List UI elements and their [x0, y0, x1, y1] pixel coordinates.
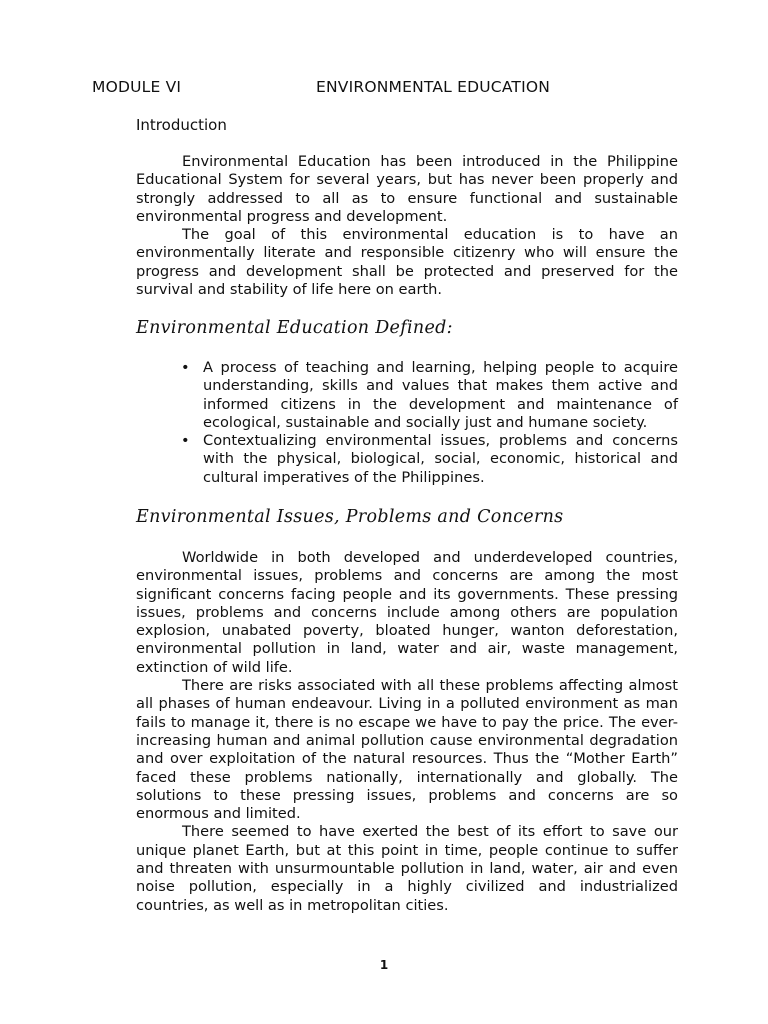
list-item: [181, 359, 678, 432]
issues-paragraph: There seemed to have exerted the best of its effort to save our unique planet Earth, but at this point in time, people continue to suffer and threaten with unsurmountable pollution in land, water, air and even noise pollution, especially in a highly civilized and industrialized countries, as well as in metropolitan cities.: [136, 823, 678, 914]
intro-paragraph: The goal of this environmental education is to have an environmentally literate and responsible citizenry who will ensure the progress and development shall be protected and preserved for the survival and stability of life here on earth.: [136, 226, 678, 299]
list-item-text: A process of teaching and learning, helping people to acquire understanding, skills and values that makes them active and informed citizens in the development and maintenance of ecological, sustainable and socially just and humane society.: [203, 359, 678, 431]
intro-paragraph: Environmental Education has been introduced in the Philippine Educational System for several years, but has never been properly and strongly addressed to all as to ensure functional and sustainable environmental progress and development.: [136, 153, 678, 225]
page-header: [92, 78, 652, 100]
bullet-icon: •: [181, 432, 190, 450]
intro-body: [136, 153, 678, 299]
page-number: 1: [379, 958, 389, 972]
issues-body: [136, 549, 678, 915]
definition-list: [181, 359, 678, 487]
module-title: ENVIRONMENTAL EDUCATION: [316, 78, 551, 96]
list-item-text: Contextualizing environmental issues, problems and concerns with the physical, biological, social, economic, historical and cultural imperatives of the Philippines.: [203, 432, 678, 486]
intro-heading: Introduction: [136, 116, 227, 134]
section-title-issues: Environmental Issues, Problems and Concerns: [136, 507, 564, 527]
module-label: MODULE VI: [92, 78, 182, 96]
section-title-defined: Environmental Education Defined:: [136, 318, 453, 338]
list-item: [181, 432, 678, 487]
bullet-icon: •: [181, 359, 190, 376]
issues-paragraph: Worldwide in both developed and underdeveloped countries, environmental issues, problems and concerns are among the most significant concerns facing people and its governments. These pressing issues, problems and concerns include among others are population explosion, unabated poverty, bloated hunger, wanton deforestation, environmental pollution in land, water and air, waste management, extinction of wild life.: [136, 549, 678, 676]
issues-paragraph: There are risks associated with all these problems affecting almost all phases of human endeavour. Living in a polluted environment as man fails to manage it, there is no escape we have to pay the price. The ever-increasing human and animal pollution cause environmental degradation and over exploitation of the natural resources. Thus the “Mother Earth” faced these problems nationally, internationally and globally. The solutions to these pressing issues, problems and concerns are so enormous and limited.: [136, 677, 678, 823]
